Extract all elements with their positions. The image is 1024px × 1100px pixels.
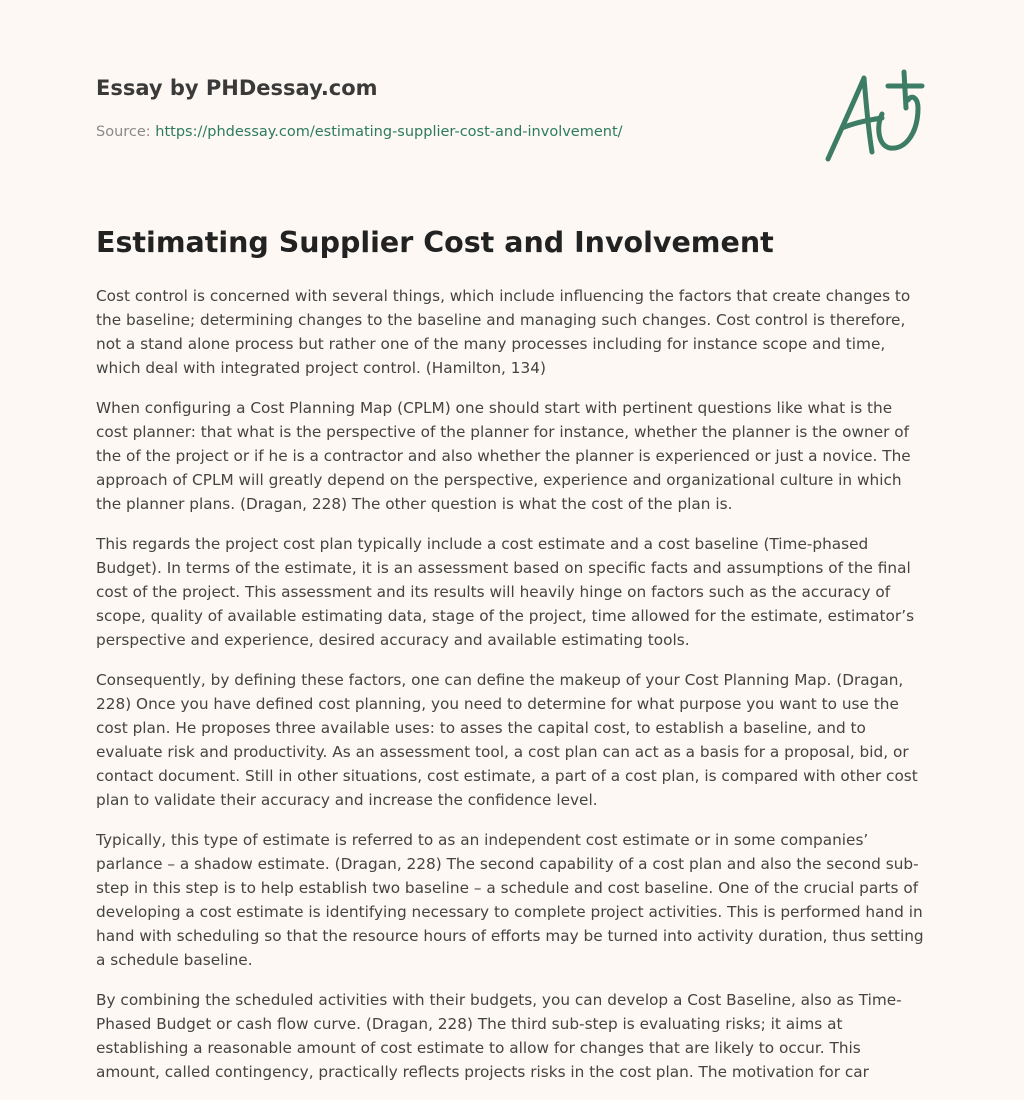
site-title: Essay by PHDessay.com: [96, 76, 378, 100]
document-title: Estimating Supplier Cost and Involvement: [96, 226, 774, 259]
source-label: Source:: [96, 124, 151, 140]
paragraph: Consequently, by defining these factors, one can define the makeup of your Cost Planning Map. (Dragan, 228) Once you have defined cost planning, you need to determine for what purpose you want to use the cost plan. He proposes three available uses: to asses the capital cost, to establish a baseline, and to evaluate risk and productivity. As an assessment tool, a cost plan can act as a basis for a proposal, bid, or contact document. Still in other situations, cost estimate, a part of a cost plan, is compared with other cost plan to validate their accuracy and increase the confidence level.: [96, 671, 918, 809]
paragraph: This regards the project cost plan typically include a cost estimate and a cost baseline (Time-phased Budget). In terms of the estimate, it is an assessment based on specific facts and assumptions of the final cost of the project. This assessment and its results will heavily hinge on factors such as the accuracy of scope, quality of available estimating data, stage of the project, time allowed for the estimate, estimator’s perspective and experience, desired accuracy and available estimating tools.: [96, 535, 915, 649]
a-plus-logo-icon: [822, 68, 926, 164]
source-line: [96, 124, 623, 140]
paragraph: When configuring a Cost Planning Map (CPLM) one should start with pertinent questions like what is the cost planner: that what is the perspective of the planner for instance, whether the planner is the owner of the of the project or if he is a contractor and also whether the planner is experienced or just a novice. The approach of CPLM will greatly depend on the perspective, experience and organizational culture in which the planner plans. (Dragan, 228) The other question is what the cost of the plan is.: [96, 399, 911, 513]
paragraph: Typically, this type of estimate is referred to as an independent cost estimate or in some companies’ parlance – a shadow estimate. (Dragan, 228) The second capability of a cost plan and also the second sub-step in this step is to help establish two baseline – a schedule and cost baseline. One of the crucial parts of developing a cost estimate is identifying necessary to complete project activities. This is performed hand in hand with scheduling so that the resource hours of efforts may be turned into activity duration, thus setting a schedule baseline.: [96, 831, 924, 969]
paragraph: Cost control is concerned with several things, which include influencing the factors that create changes to the baseline; determining changes to the baseline and managing such changes. Cost control is therefore, not a stand alone process but rather one of the many processes including for instance scope and time, which deal with integrated project control. (Hamilton, 134): [96, 287, 911, 377]
source-link[interactable]: https://phdessay.com/estimating-supplier-cost-and-involvement/: [155, 124, 623, 140]
paragraph: By combining the scheduled activities with their budgets, you can develop a Cost Baseline, also as Time- Phased Budget or cash flow curve. (Dragan, 228) The third sub-step is evaluating risks; it aims at establishing a reasonable amount of cost estimate to allow for changes that are likely to occur. This amount, called contingency, practically reflects projects risks in the cost plan. The motivation for car: [96, 991, 902, 1081]
essay-body: [96, 284, 928, 1100]
